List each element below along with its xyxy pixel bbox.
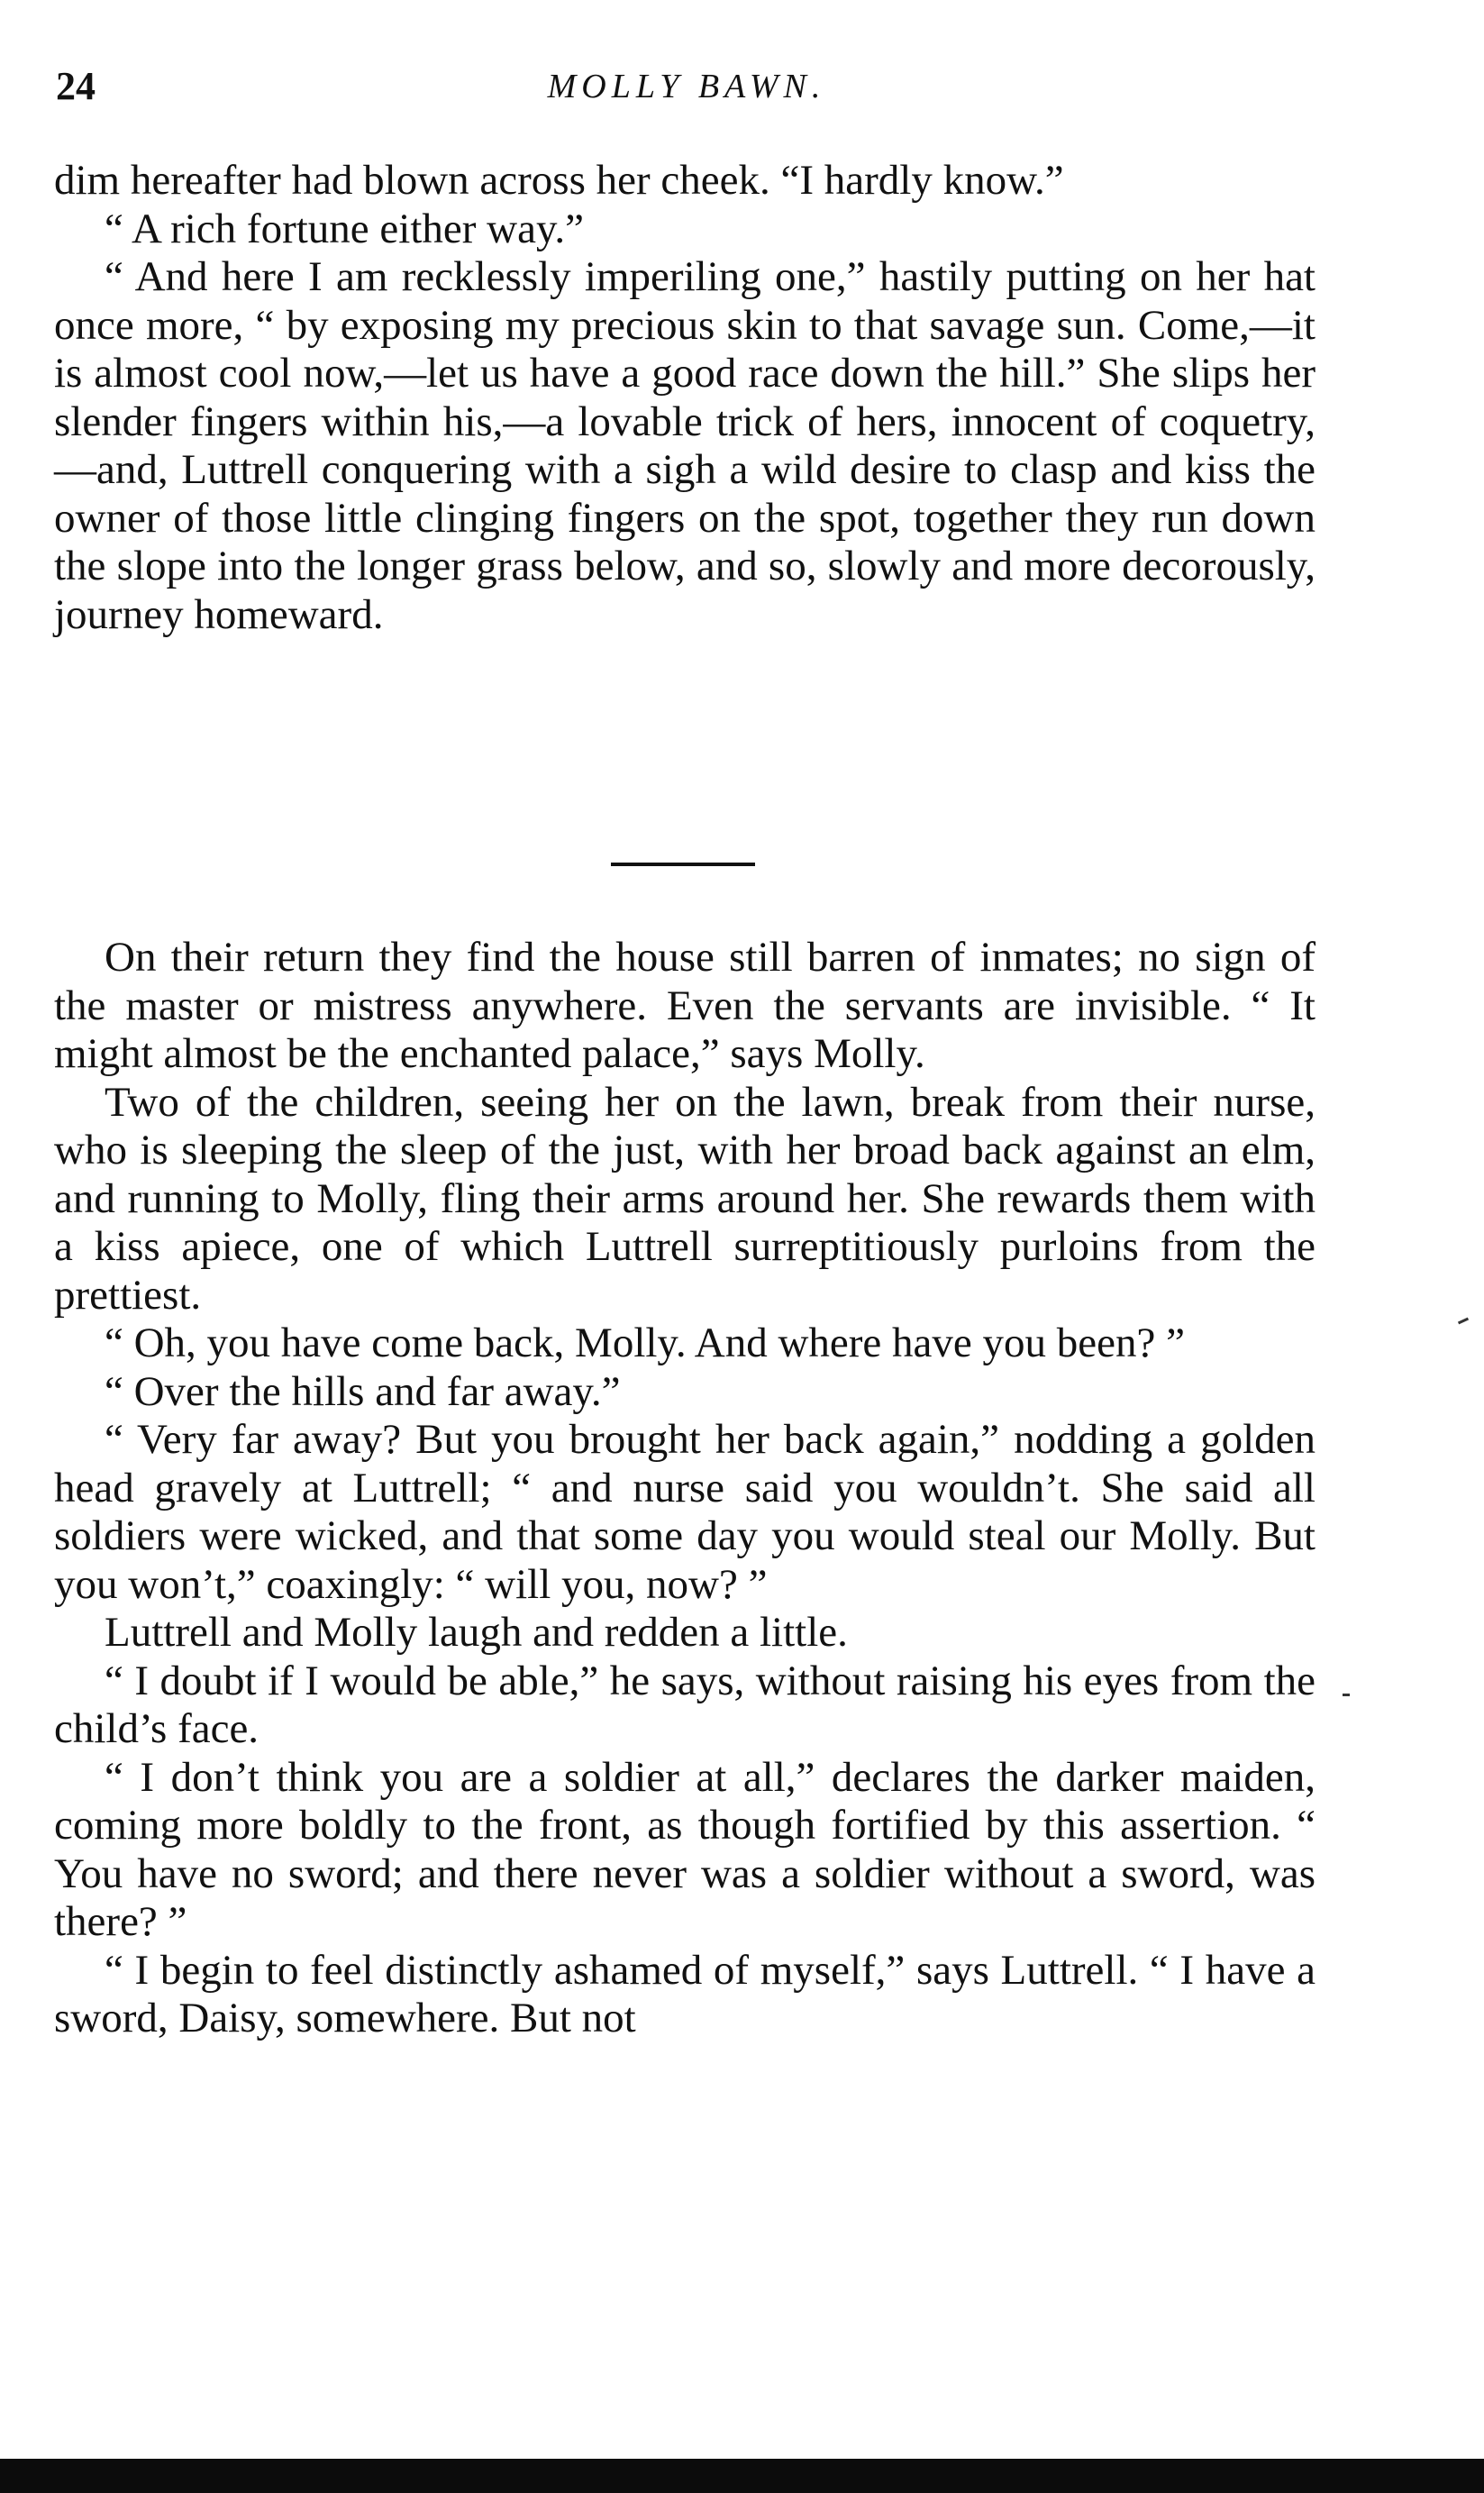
- paragraph: Two of the children, seeing her on the lawn, break from their nurse, who is sleeping the sleep of the just, with her broad back against an elm, and running to Molly, fling their arms around her. She rewards them with a kiss apiece, one of which Luttrell surreptitiously purloins from the prettiest.: [54, 1078, 1316, 1319]
- page-number: 24: [56, 64, 96, 108]
- section-divider: [611, 863, 755, 866]
- paragraph: “ I doubt if I would be able,” he says, without raising his eyes from the child’s face.: [54, 1657, 1316, 1752]
- paragraph: “ I begin to feel distinctly ashamed of myself,” says Luttrell. “ I have a sword, Daisy, somewhere. But not: [54, 1946, 1316, 2041]
- paragraph: “ And here I am recklessly imperiling one,” hastily putting on her hat once more, “ by exposing my precious skin to that savage sun. Come,—it is almost cool now,—let us have a good race down the hill.” She slips her slender fingers within his,—a lovable trick of hers, innocent of coquetry,—and, Luttrell conquering with a sigh a wild desire to clasp and kiss the owner of those little clinging fingers on the spot, together they run down the slope into the longer grass below, and so, slowly and more decorously, journey homeward.: [54, 253, 1316, 638]
- section-1-text: [54, 157, 1316, 639]
- running-title: MOLLY BAWN.: [547, 68, 826, 105]
- paragraph: “ Very far away? But you brought her back again,” nodding a golden head gravely at Luttrell; “ and nurse said you wouldn’t. She said all soldiers were wicked, and that some day you would steal our Molly. But you won’t,” coaxingly: “ will you, now? ”: [54, 1416, 1316, 1608]
- paragraph: On their return they find the house still barren of inmates; no sign of the master or mistress anywhere. Even the servants are invisible. “ It might almost be the enchanted palace,” says Molly.: [54, 934, 1316, 1077]
- paragraph: “ I don’t think you are a soldier at all,” declares the darker maiden, coming more boldly to the front, as though fortified by this assertion. “ You have no sword; and there never was a soldier without a sword, was there? ”: [54, 1753, 1316, 1945]
- paragraph: “ A rich fortune either way.”: [105, 205, 585, 252]
- paragraph: “ Over the hills and far away.”: [105, 1367, 621, 1415]
- paragraph: Luttrell and Molly laugh and redden a little.: [105, 1609, 848, 1656]
- ink-speck: [1343, 1694, 1350, 1696]
- section-2-text: [54, 934, 1316, 2043]
- paragraph: “ Oh, you have come back, Molly. And where have you been? ”: [105, 1320, 1185, 1366]
- ink-speck: [1458, 1318, 1469, 1325]
- paragraph: dim hereafter had blown across her cheek. “I hardly know.”: [54, 157, 1064, 204]
- page-header: [56, 63, 1317, 117]
- scan-bottom-edge: [0, 2459, 1484, 2493]
